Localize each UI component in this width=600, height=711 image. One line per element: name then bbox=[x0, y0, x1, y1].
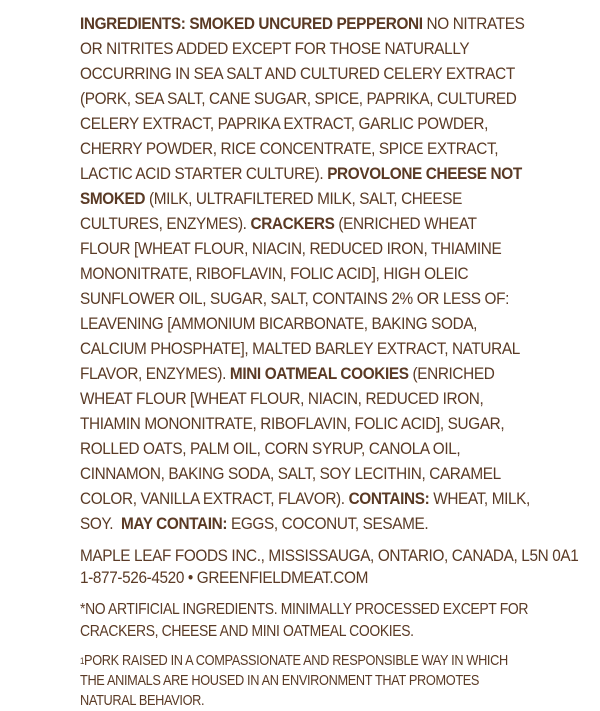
ingredient-label bbox=[80, 12, 579, 711]
contains-allergens: WHEAT, MILK, SOY. bbox=[80, 490, 530, 533]
manufacturer-address: MAPLE LEAF FOODS INC., MISSISSAUGA, ONTARIO, CANADA, L5N 0A1 bbox=[80, 547, 579, 565]
ingredients-heading: INGREDIENTS: bbox=[80, 15, 186, 33]
may-contain-allergens: EGGS, COCONUT, SESAME. bbox=[230, 515, 429, 533]
footnote-pork-text: PORK RAISED IN A COMPASSIONATE AND RESPONSIBLE WAY IN WHICH THE ANIMALS ARE HOUSED IN AN ENVIRONMENT THAT PROMOTES NATURAL BEHAVIOR. bbox=[80, 653, 508, 709]
manufacturer-contact: 1-877-526-4520 • GREENFIELDMEAT.COM bbox=[80, 569, 368, 587]
cookies-name: MINI OATMEAL COOKIES bbox=[229, 365, 409, 383]
cookies-ingredients: (ENRICHED WHEAT FLOUR [WHEAT FLOUR, NIACIN, REDUCED IRON, THIAMIN MONONITRATE, RIBOFLAVIN, FOLIC ACID], SUGAR, ROLLED OATS, PALM OIL, CORN SYRUP, CANOLA OIL, CINNAMON, BAKING SODA, SALT, SOY LECITHIN, CARAMEL COLOR, VANILLA EXTRACT, FLAVOR). bbox=[80, 365, 505, 508]
pepperoni-ingredients: NO NITRATES OR NITRITES ADDED EXCEPT FOR THOSE NATURALLY OCCURRING IN SEA SALT AND CULTURED CELERY EXTRACT (PORK, SEA SALT, CANE SUGAR, SPICE, PAPRIKA, CULTURED CELERY EXTRACT, PAPRIKA EXTRACT, GARLIC POWDER, CHERRY POWDER, RICE CONCENTRATE, SPICE EXTRACT, LACTIC ACID STARTER CULTURE). bbox=[80, 15, 525, 183]
footnote-no-artificial: *NO ARTIFICIAL INGREDIENTS. MINIMALLY PROCESSED EXCEPT FOR CRACKERS, CHEESE AND MINI OATMEAL COOKIES. bbox=[80, 601, 529, 640]
may-contain-label: MAY CONTAIN: bbox=[120, 515, 228, 533]
contains-label: CONTAINS: bbox=[348, 490, 430, 508]
crackers-name: CRACKERS bbox=[250, 215, 335, 233]
manufacturer-info bbox=[80, 545, 579, 589]
pepperoni-name: SMOKED UNCURED PEPPERONI bbox=[189, 15, 423, 33]
crackers-ingredients: (ENRICHED WHEAT FLOUR [WHEAT FLOUR, NIACIN, REDUCED IRON, THIAMINE MONONITRATE, RIBOFLAVIN, FOLIC ACID], HIGH OLEIC SUNFLOWER OIL, SUGAR, SALT, CONTAINS 2% OR LESS OF: LEAVENING [AMMONIUM BICARBONATE, BAKING SODA, CALCIUM PHOSPHATE], MALTED BARLEY EXTRACT, NATURAL FLAVOR, ENZYMES). bbox=[80, 215, 520, 383]
provolone-ingredients: (MILK, ULTRAFILTERED MILK, SALT, CHEESE CULTURES, ENZYMES). bbox=[80, 190, 462, 233]
ingredients-paragraph bbox=[80, 12, 530, 537]
footnote-mark: 1 bbox=[80, 656, 85, 666]
footnote-pork-welfare bbox=[80, 651, 530, 711]
provolone-name: PROVOLONE CHEESE NOT SMOKED bbox=[80, 165, 522, 208]
